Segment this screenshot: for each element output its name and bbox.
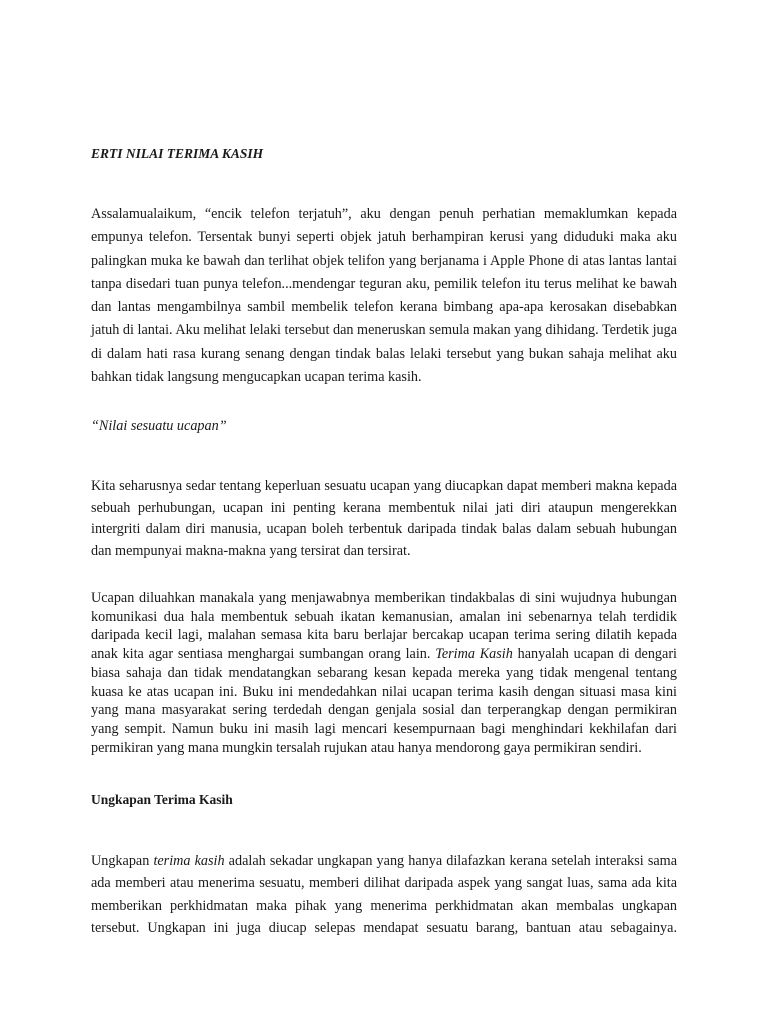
paragraph-expression	[91, 589, 677, 757]
paragraph4-text-b: adalah sekadar ungkapan yang hanya dilafazkan kerana setelah interaksi sama ada memberi atau menerima sesuatu, memberi dilihat daripada aspek yang sangat luas, sama ada kita memberikan perkhidmatan maka pihak yang menerima perkhidmatan akan membalas ungkapan tersebut. Ungkapan ini juga diucap selepas mendapat sesuatu barang, bantuan atau sebagainya.	[91, 853, 678, 936]
paragraph3-text-b: hanyalah ucapan di dengari biasa sahaja dan tidak mendatangkan sebarang kesan kepada mereka yang tidak mengenal tentang kuasa ke atas ucapan ini. Buku ini mendedahkan nilai ucapan terima kasih dengan situasi masa kini yang mana masyarakat sering terdedah dengan genjala sosial dan terperangkap dengan permikiran yang sempit. Namun buku ini masih lagi mencari kesempurnaan bagi menghindari kekhilafan dari permikiran yang mana mungkin tersalah rujukan atau hanya mendorong gaya permikiran sendiri.	[91, 646, 677, 756]
paragraph3-italic-term: Terima Kasih	[435, 646, 513, 663]
paragraph4-text-a: Ungkapan	[91, 853, 154, 869]
document-title: ERTI NILAI TERIMA KASIH	[91, 146, 264, 161]
paragraph3-text-a: Ucapan diluahkan manakala yang menjawabnya memberikan tindakbalas di sini wujudnya hubungan komunikasi dua hala membentuk sebuah ikatan kemanusian, amalan ini sebenarnya telah terdidik daripada kecil lagi, malahan semasa kita baru berlajar bercakap ucapan terima sering dilatih kepada anak kita agar sentiasa menghargai sumbangan orang lain.	[91, 590, 677, 663]
quote-line: “Nilai sesuatu ucapan”	[91, 418, 227, 434]
paragraph-value-of-speech: Kita seharusnya sedar tentang keperluan sesuatu ucapan yang diucapkan dapat memberi makna kepada sebuah perhubungan, ucapan ini penting kerana membentuk nilai jati diri ataupun mengerekkan intergriti dalam diri manusia, ucapan boleh terbentuk daripada tindak balas dalam sebuah hubungan dan mempunyai makna-makna yang tersirat dan tersirat.	[91, 478, 677, 559]
paragraph-thank-you-phrase	[91, 850, 677, 939]
section-heading: Ungkapan Terima Kasih	[91, 792, 233, 807]
paragraph4-italic-term: terima kasih	[153, 853, 225, 869]
paragraph-intro: Assalamualaikum, “encik telefon terjatuh”, aku dengan penuh perhatian memaklumkan kepada empunya telefon. Tersentak bunyi seperti objek jatuh berhampiran kerusi yang diduduki maka aku palingkan muka ke bawah dan terlihat objek telifon yang berjanama i Apple Phone di atas lantas lantai tanpa disedari tuan punya telefon...mendengar teguran aku, pemilik telefon itu terus melihat ke bawah dan lantas mengambilnya sambil membelik telefon kerana bimbang apa-apa kerosakan disebabkan jatuh di lantai. Aku melihat lelaki tersebut dan meneruskan semula makan yang dihidang. Terdetik juga di dalam hati rasa kurang senang dengan tindak balas lelaki tersebut yang bukan sahaja melihat aku bahkan tidak langsung mengucapkan ucapan terima kasih.	[91, 206, 677, 386]
